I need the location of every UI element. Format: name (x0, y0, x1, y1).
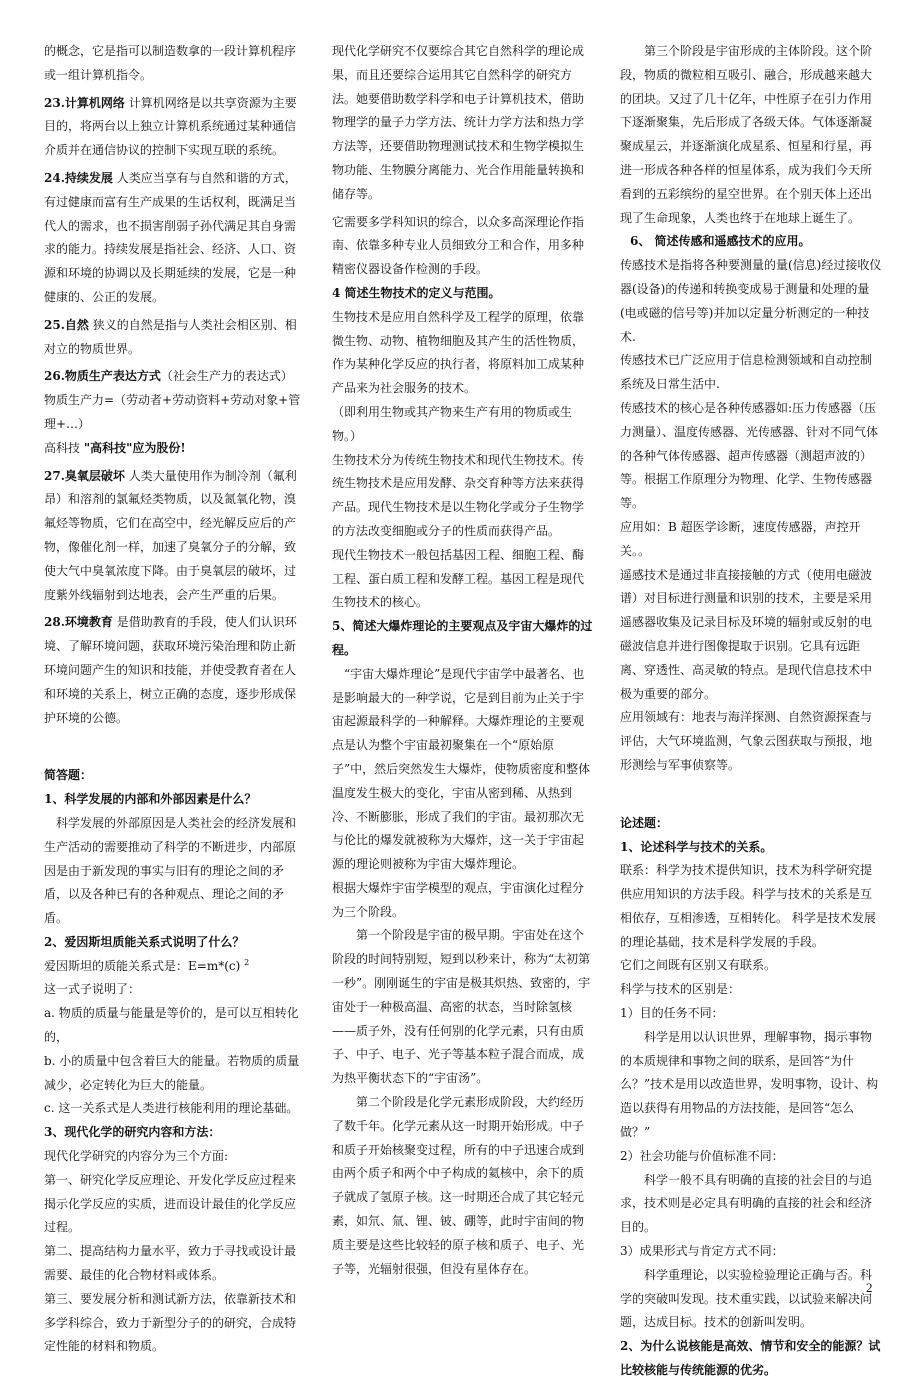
term-25 (44, 314, 306, 362)
question-title: 2、为什么说核能是高效、情节和安全的能源？试比较核能与传统能源的优劣。 (620, 1339, 881, 1378)
term-26 (44, 365, 306, 436)
question-title: 3、现代化学的研究内容和方法： (44, 1125, 221, 1140)
note-bold: "高科技"应为股份! (83, 440, 186, 455)
question-title: 2、爱因斯坦质能关系式说明了什么？ (44, 934, 245, 949)
term-text: 狭义的自然是指与人类社会相区别、相对立的物质世界。 (44, 317, 297, 356)
paragraph: 科学与技术的区别是： (620, 982, 741, 997)
term-text: 计算机网络是以共享资源为主要目的，将两台以上独立计算机系统通过某种通信介质并在通信协议的控制下实现互联的系统。 (44, 95, 297, 158)
page-number: 2 (866, 1280, 873, 1295)
note-text: 高科技 (44, 440, 84, 455)
paragraph: 第一个阶段是宇宙的极早期。宇宙处在这个阶段的时间特别短，短到以秒来计，称为“太初第一秒”。刚刚诞生的宇宙是极其炽热、致密的，宇宙处于一种极高温、高密的状态，当时除氢核——质子外，没有任何别的化学元素，只有由质子、中子、电子、光子等基本粒子混合而成，成为热平衡状态下的“宇宙汤”。 (332, 928, 591, 1086)
paragraph: 传感技术是指将各种要测量的量(信息)经过接收仪器(设备)的传递和转换变成易于测量和处理的量(电或磁的信号等)并加以定量分析测定的一种技术. (620, 258, 882, 344)
paragraph: 第二个阶段是化学元素形成阶段，大约经历了数千年。化学元素从这一时期开始形成。中子和质子开始核聚变过程，所有的中子迅速合成到由两个质子和两个中子构成的氦核中，余下的质子就成了氢原子核。这一时期还合成了其它轻元素，如氘、氚、锂、铍、硼等，此时宇宙间的物质主要是这些比较轻的原子核和质子、电子、光子等，光辐射很强，但没有星体存在。 (332, 1095, 585, 1276)
section-title-short-answer: 简答题： (44, 768, 93, 783)
paragraph: （即利用生物或其产物来生产有用的物质或生物。） (332, 404, 573, 443)
formula (44, 955, 306, 979)
list-item: c. 这一关系式是人类进行核能利用的理论基础。 (44, 1101, 299, 1116)
formula-text: 爱因斯坦的质能关系式是：E=m*(c) (44, 958, 245, 973)
paragraph: 第二、提高结构力量水平，致力于寻找或设计最需要、最佳的化合物材料或体系。 (44, 1244, 297, 1283)
question-title: 5、简述大爆炸理论的主要观点及宇宙大爆炸的过程。 (332, 619, 593, 657)
term-title: 26.物质生产表达方式 (44, 369, 161, 384)
term-24 (44, 167, 306, 310)
column-left (44, 40, 306, 1359)
term-title: 27.臭氧层破坏 (44, 468, 125, 483)
paragraph: 这一式子说明了： (44, 982, 141, 997)
paragraph: 科学一般不具有明确的直接的社会目的与追求，技术则是必定具有明确的直接的社会和经济目的。 (620, 1172, 873, 1235)
question-title: 4 简述生物技术的定义与范围。 (332, 285, 501, 300)
column-right (620, 40, 882, 1383)
paragraph: 现代生物技术一般包括基因工程、细胞工程、酶工程、蛋白质工程和发酵工程。基因工程是现代生物技术的核心。 (332, 547, 585, 610)
paragraph: 第一、研究化学反应理论、开发化学反应过程来揭示化学反应的实质，进而设计最佳的化学反应过程。 (44, 1172, 297, 1235)
term-text: 人类大量使用作为制冷剂（氟利昂）和溶剂的氯氟烃类物质，以及氮氧化物，溴氟烃等物质，它们在高空中，经光解反应后的产物，像催化剂一样，加速了臭氧分子的分解，致使大气中臭氧浓度下降。由于臭氧层的破坏，过度紫外线辐射到达地表，会产生严重的后果。 (44, 468, 297, 602)
list-item: a. 物质的质量与能量是等价的，是可以互相转化的， (44, 1006, 299, 1045)
term-27 (44, 465, 306, 608)
paragraph: 1）目的任务不同： (620, 1006, 724, 1021)
section-title-essay: 论述题： (620, 815, 669, 830)
paragraph: 科学重理论，以实验检验理论正确与否。科学的突破叫发现。技术重实践，以试验来解决问题，达成目标。技术的创新叫发明。 (620, 1267, 873, 1330)
column-middle (332, 40, 594, 1281)
paragraph: 它需要多学科知识的综合，以众多高深理论作指南、依靠多种专业人员细致分工和合作，用多种精密仪器设备作检测的手段。 (332, 214, 585, 277)
paragraph: 第三、要发展分析和测试新方法，依靠新技术和多学科综合，致力于新型分子的的研究，合成特定性能的材料和物质。 (44, 1291, 297, 1354)
paragraph: 传感技术的核心是各种传感器如:压力传感器（压力测量）、温度传感器、光传感器、针对不同气体的各种气体传感器、超声传感器（测超声波的）等。根据工作原理分为物理、化学、生物传感器等。 (620, 400, 879, 511)
paragraph: 现代化学研究的内容分为三个方面: (44, 1149, 229, 1164)
superscript: 2 (244, 957, 250, 967)
term-title: 24.持续发展 (44, 170, 113, 185)
paragraph: 现代化学研究不仅要综合其它自然科学的理论成果，而且还要综合运用其它自然科学的研究方法。她要借助数学科学和电子计算机技术，借助物理学的量子力学方法、统计力学方法和热力学方法等，还要借助物理测试技术和生物学模拟生物功能、生物膜分离能力、光合作用能量转换和储存等。 (332, 44, 585, 201)
term-text: 是借助教育的手段，使人们认识环境、了解环境问题，获取环境污染治理和防止新环境问题产生的知识和技能，并使受教育者在人和环境的关系上，树立正确的态度，逐步形成保护环境的公德。 (44, 615, 297, 725)
paragraph: 2）社会功能与价值标准不同： (620, 1148, 784, 1163)
paragraph: 根据大爆炸宇宙学模型的观点，宇宙演化过程分为三个阶段。 (332, 880, 585, 919)
term-28 (44, 611, 306, 730)
paragraph: 的概念，它是指可以制造数拿的一段计算机程序或一组计算机指令。 (44, 44, 297, 82)
list-item: b. 小的质量中包含着巨大的能量。若物质的质量减少，必定转化为巨大的能量。 (44, 1053, 300, 1092)
paragraph: 联系：科学为技术提供知识，技术为科学研究提供应用知识的方法手段。科学与技术的关系是互相依存，互相渗透，互相转化。 科学是技术发展的理论基础，技术是科学发展的手段。 (620, 863, 876, 949)
term-title: 23.计算机网络 (44, 95, 125, 110)
paragraph: 科学是用以认识世界，理解事物，揭示事物的本质规律和事物之间的联系，是回答“为什么？”技术是用以改造世界，发明事物，设计、构造以获得有用物品的方法技能，是回答“怎么做？” (620, 1029, 879, 1140)
question-title: 1、论述科学与技术的关系。 (620, 839, 773, 854)
paragraph: 3）成果形式与肯定方式不同： (620, 1244, 784, 1259)
term-text: 人类应当享有与自然和谐的方式，有过健康而富有生产成果的生话权利，既满足当代人的需求，也不损害削弱子孙代满足其自身需求的能力。持续发展是指社会、经济、人口、资源和环境的协调以及长期延续的发展，它是一种健康的、公正的发展。 (44, 170, 297, 304)
paragraph: 第三个阶段是宇宙形成的主体阶段。这个阶段，物质的微粒相互吸引、融合，形成越来越大的团块。又过了几十亿年，中性原子在引力作用下逐渐聚集，先后形成了各级天体。气体逐渐凝聚成星云，并逐渐演化成星系、恒星和行星，再进一形成各种各样的恒星体系，成为我们今天所看到的五彩缤纷的星空世界。在个别天体上还出现了生命现象，人类也终于在地球上诞生了。 (620, 44, 873, 225)
paragraph: 生物技术是应用自然科学及工程学的原理，依靠微生物、动物、植物细胞及其产生的活性物质，作为某种化学反应的执行者，将原料加工成某种产品来为社会服务的技术。 (332, 309, 585, 396)
paragraph: 科学发展的外部原因是人类社会的经济发展和生产活动的需要推动了科学的不断进步，内部原因是由于新发现的事实与旧有的理论之间的矛盾，以及各种已有的各种观点、理论之间的矛盾。 (44, 815, 297, 926)
paragraph: 传感技术已广泛应用于信息检测领域和自动控制系统及日常生活中. (620, 353, 873, 392)
paragraph: “宇宙大爆炸理论”是现代宇宙学中最著名、也是影响最大的一种学说，它是到目前为止关于宇宙起源最科学的一种解释。大爆炸理论的主要观点是认为整个宇宙最初聚集在一个“原始原子”中，然后突然发生大爆炸，使物质密度和整体温度发生极大的变化，宇宙从密到稀、从热到冷、不断膨胀，形成了我们的宇宙。最初那次无与伦比的爆发就被称为大爆炸，这一关于宇宙起源的理论则被称为宇宙大爆炸理论。 (332, 666, 591, 872)
term-23 (44, 92, 306, 163)
question-title: 1、科学发展的内部和外部因素是什么？ (44, 792, 257, 807)
question-title: 6、 简述传感和遥感技术的应用。 (630, 234, 811, 249)
term-text: （社会生产力的表达式） 物质生产力=（劳动者+劳动资料+劳动对象+管理+…） (44, 369, 301, 431)
paragraph: 应用领域有：地表与海洋探测、自然资源探查与评估，大气环境监测，气象云图获取与预报，地形测绘与军事侦察等。 (620, 710, 873, 772)
term-title: 28.环境教育 (44, 615, 113, 630)
paragraph: 应用如：B 超医学诊断，速度传感器，声控开关。。 (620, 519, 861, 558)
term-26-note (44, 437, 306, 461)
paragraph: 它们之间既有区别又有联系。 (620, 958, 777, 973)
paragraph: 遥感技术是通过非直接接触的方式（使用电磁波谱）对目标进行测量和识别的技术，主要是采用遥感器收集及记录目标及环境的辐射或反射的电磁波信息并进行图像提取于识别。它具有远距离、穿透性、高灵敏的特点。是现代信息技术中极为重要的部分。 (620, 567, 873, 701)
term-title: 25.自然 (44, 317, 89, 332)
paragraph: 生物技术分为传统生物技术和现代生物技术。传统生物技术是应用发酵、杂交育种等方法来获得产品。现代生物技术是以生物化学或分子生物学的方法改变细胞或分子的性质而获得产品。 (332, 452, 585, 538)
